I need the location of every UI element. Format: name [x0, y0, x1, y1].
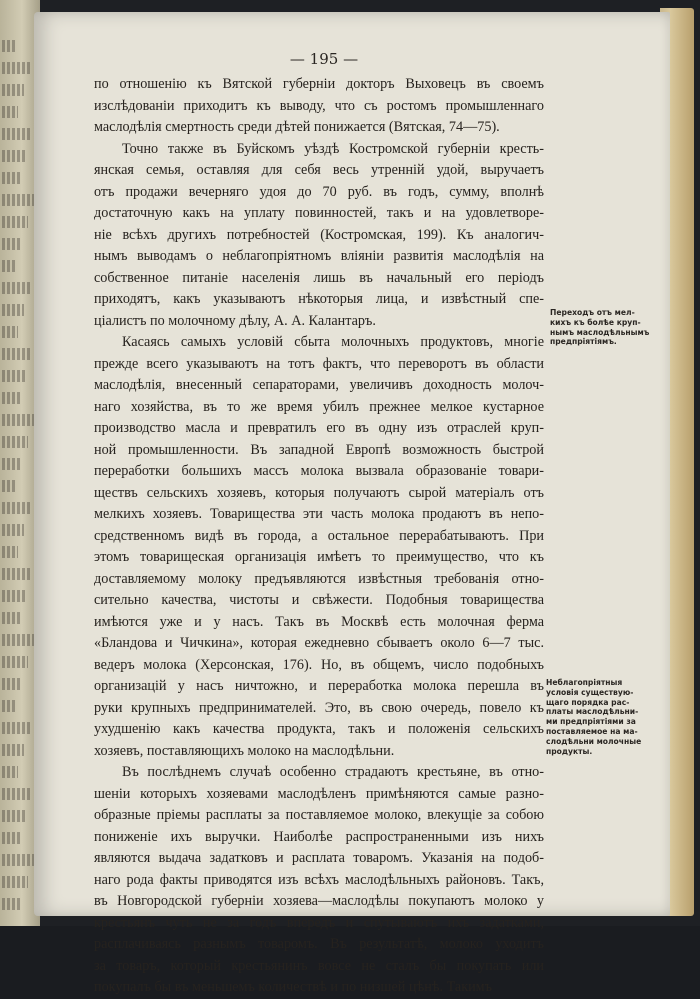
previous-page-text-fragment [2, 348, 32, 360]
previous-page-text-fragment [2, 106, 18, 118]
text-line: по отношенію къ Вятской губерніи докторъ Выховецъ въ своемъ [94, 76, 544, 92]
text-line: достаточную какъ на уплату повинностей, такъ и на удовлетворе- [94, 205, 544, 221]
text-line: нымъ выводамъ о неблагопріятномъ вліяніи развитія маслодѣлія на [94, 248, 544, 264]
previous-page-text-fragment [2, 216, 28, 228]
text-line: въ Новгородской губерніи хозяева—маслодѣлы покупаютъ молоко у [94, 893, 544, 909]
text-line: платы маслодѣльни- [546, 707, 639, 717]
previous-page-text-fragment [2, 436, 28, 448]
previous-page-text-fragment [2, 898, 22, 910]
previous-page-text-fragment [2, 546, 18, 558]
text-line: Переходъ отъ мел- [550, 308, 635, 317]
previous-page-text-fragment [2, 876, 28, 888]
previous-page-text-fragment [2, 150, 26, 162]
text-line: янская семья, оставляя для себя весь утренній удой, выручаетъ [94, 162, 544, 178]
text-line: доставляемому молоку предъявляются извѣстныя требованія отно- [94, 570, 544, 587]
text-line: нымъ маслодѣльнымъ [550, 327, 650, 337]
text-line: Въ послѣднемъ случаѣ особенно страдаютъ крестьяне, въ отно- [122, 764, 544, 780]
previous-page-text-fragment [2, 810, 26, 822]
text-line: организацій у насъ ничтожно, и переработка молока перешла въ [94, 678, 544, 694]
previous-page-text-fragment [2, 524, 24, 536]
previous-page-text-fragment [2, 788, 32, 800]
text-line: прежде всего указываютъ на тотъ фактъ, что переворотъ въ области [94, 355, 544, 372]
paragraph [94, 762, 544, 999]
previous-page-text-fragment [2, 854, 34, 866]
previous-page-text-fragment [2, 700, 16, 712]
previous-page-text-fragment [2, 744, 24, 756]
text-line: предпріятіямъ. [550, 337, 617, 347]
previous-page-text-fragment [2, 414, 34, 426]
text-line: производство масла и превратилъ его въ одну изъ отраслей круп- [94, 420, 544, 436]
text-line: ухудшенію какъ качества продукта, такъ и положенія сельскихъ [94, 721, 544, 737]
text-line: хозяевъ, поставляющихъ молоко на маслодѣльни. [94, 742, 395, 759]
previous-page-text-fragment [2, 502, 30, 514]
text-line: расплачиваясь разнымъ товаромъ. Въ результатѣ, молоко уходитъ [94, 936, 544, 952]
text-line: продукты. [546, 746, 593, 756]
text-line: сительно качества, чистоты и свѣжести. Подобныя товарищества [94, 592, 544, 608]
book-page [34, 12, 670, 995]
previous-page-text-fragment [2, 612, 20, 624]
previous-page-text-fragment [2, 568, 32, 580]
margin-note-transition [550, 308, 650, 347]
previous-page-text-fragment [2, 84, 24, 96]
text-line: переработки большихъ массъ молока вызвала образованіе товари- [94, 463, 544, 479]
previous-page-text-fragment [2, 62, 30, 74]
previous-page-text-fragment [2, 766, 18, 778]
text-line: образные пріемы расплаты за поставляемое молоко, влекущіе за собою [94, 807, 544, 823]
text-line: собственное питаніе населенія лишь въ начальный его періодъ [94, 269, 544, 286]
paragraph [94, 332, 544, 762]
text-line: ществъ сельскихъ хозяевъ, которыя получаютъ сырой матеріалъ отъ [94, 484, 544, 501]
text-line: Неблагопріятныя [546, 678, 623, 687]
text-line: средственномъ видѣ въ города, а остальное перерабатываютъ. При [94, 527, 544, 544]
text-line: наго рода факты приводятся изъ всѣхъ маслодѣльныхъ районовъ. Такъ, [94, 871, 544, 888]
text-line: пониженіе ихъ выручки. Наиболѣе распространенными изъ нихъ [94, 828, 544, 845]
text-line: слодѣльни молочные [546, 736, 642, 746]
previous-page-text-fragment [2, 458, 22, 470]
text-line: ми предпріятіями за [546, 717, 636, 727]
text-line: ведеръ молока (Херсонская, 176). Но, въ общемъ, число подобныхъ [94, 656, 544, 673]
text-line: покупалъ бы въ меньшемъ количествѣ и по низшей цѣнѣ. Такимъ [94, 979, 492, 995]
paragraph [94, 74, 544, 139]
previous-page-text-fragment [2, 304, 24, 316]
previous-page-text-fragment [2, 832, 20, 844]
text-line: изслѣдованіи приходитъ къ выводу, что съ ростомъ промышленнаго [94, 97, 544, 114]
text-line: являются выдача задатковъ и расплата товаромъ. Указанія на подоб- [94, 850, 544, 866]
previous-page-text-fragment [2, 480, 16, 492]
previous-page-text-fragment [2, 326, 18, 338]
text-line: ціалистъ по молочному дѣлу, А. А. Калантаръ. [94, 312, 376, 329]
previous-page-text-fragment [2, 260, 16, 272]
text-line: «Бландова и Чичкина», которая ежедневно сбываетъ около 6—7 тыс. [94, 635, 544, 651]
previous-page-text-fragment [2, 172, 20, 184]
paragraph [94, 139, 544, 333]
text-line: крестьянъ чуть не за годъ впередъ и спутываютъ ихъ задатками, [94, 914, 544, 931]
page-number: — 195 — [289, 50, 359, 68]
text-line: щаго порядка рас- [546, 697, 630, 707]
text-line: Точно также въ Буйскомъ уѣздѣ Костромской губерніи кресть- [122, 140, 544, 157]
text-line: ніе всѣхъ другихъ потребностей (Костромская, 199). Къ аналогич- [94, 226, 544, 243]
previous-page-text-fragment [2, 370, 26, 382]
main-text [94, 74, 544, 999]
previous-page-text-fragment [2, 656, 28, 668]
previous-page-text-fragment [2, 590, 26, 602]
previous-page-text-fragment [2, 238, 22, 250]
text-line: отъ продажи вечерняго удоя до 70 руб. въ годъ, сумму, вполнѣ [94, 183, 544, 200]
margin-note-unfavorable-conditions [546, 678, 642, 756]
previous-page-text-fragment [2, 40, 16, 52]
text-line: шеніи которыхъ хозяевами маслодѣленъ примѣняются самые разно- [94, 785, 544, 802]
text-line: условія существую- [546, 687, 634, 697]
text-line: поставляемое на ма- [546, 726, 638, 736]
text-line: Касаясь самыхъ условій сбыта молочныхъ продуктовъ, многіе [122, 334, 544, 350]
text-line: этомъ товарищеская организація имѣетъ то преимущество, что къ [94, 549, 544, 565]
text-line: имѣются уже и у насъ. Такъ въ Москвѣ есть молочная ферма [94, 613, 544, 630]
text-line: наго хозяйства, въ то же время убилъ прежнее мелкое кустарное [94, 398, 544, 415]
previous-page-text-fragment [2, 678, 22, 690]
text-line: кихъ къ болѣе круп- [550, 317, 641, 327]
previous-page-text-fragment [2, 194, 34, 206]
text-line: мелкихъ хозяевъ. Товарищества эти часть молока продаютъ въ непо- [94, 506, 544, 522]
text-line: за товаръ, который крестьянинъ вовсе не сталъ бы покупать или [94, 957, 544, 974]
text-line: маслодѣлія, внесенный сепараторами, увеличивъ доходность молоч- [94, 377, 544, 393]
text-line: руки крупныхъ предпринимателей. Это, въ свою очередь, повело къ [94, 699, 544, 716]
previous-page-text-fragment [2, 722, 30, 734]
text-line: приходятъ, какъ указываютъ нѣкоторыя лица, и извѣстный спе- [94, 291, 544, 307]
previous-page-text-fragment [2, 128, 32, 140]
text-line: ной промышленности. Въ западной Европѣ возможность быстрой [94, 441, 544, 458]
previous-page-text-fragment [2, 392, 20, 404]
text-line: маслодѣлія смертность среди дѣтей понижается (Вятская, 74—75). [94, 119, 500, 135]
previous-page-text-fragment [2, 282, 30, 294]
previous-page-text-fragment [2, 634, 34, 646]
